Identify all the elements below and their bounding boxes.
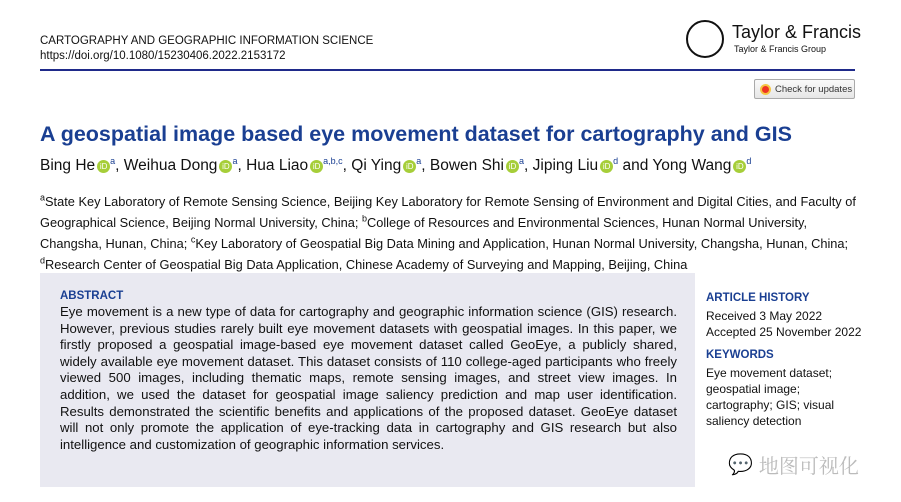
author[interactable] (351, 157, 430, 174)
bookmark-icon (760, 84, 771, 95)
orcid-icon[interactable]: iD (600, 160, 613, 173)
author-separator: , (421, 157, 430, 175)
doi-link[interactable]: https://doi.org/10.1080/15230406.2022.2153172 (40, 50, 286, 62)
publisher-name: Taylor & Francis (732, 22, 862, 42)
author-separator: , (342, 157, 352, 175)
author-affiliation: d (613, 156, 619, 166)
affiliation-text: Research Center of Geospatial Big Data Application, Chinese Academy of Surveying and Mapping, Beijing, China (45, 256, 688, 272)
author-affiliation: a (232, 156, 238, 166)
affiliations (40, 190, 870, 273)
affiliation-key: d (40, 255, 46, 266)
check-for-updates-button[interactable] (754, 79, 855, 99)
author-name[interactable]: Bing He (40, 157, 96, 175)
watermark (728, 450, 859, 479)
received-date: Received 3 May 2022 (706, 309, 823, 323)
author-name[interactable]: Weihua Dong (123, 157, 218, 175)
author-name[interactable]: Bowen Shi (429, 157, 504, 175)
author-name[interactable]: Qi Ying (351, 157, 402, 175)
keywords (706, 347, 866, 429)
orcid-icon[interactable]: iD (97, 160, 110, 173)
journal-name: CARTOGRAPHY AND GEOGRAPHIC INFORMATION SCIENCE (40, 35, 374, 47)
author-affiliation: a (519, 156, 525, 166)
accepted-date: Accepted 25 November 2022 (706, 325, 862, 339)
article-history (706, 290, 866, 340)
history-heading: ARTICLE HISTORY (706, 292, 810, 304)
author-affiliation: a (110, 156, 116, 166)
author-list (40, 156, 751, 175)
author-separator: , (237, 157, 247, 175)
orcid-icon[interactable]: iD (310, 160, 323, 173)
orcid-icon[interactable]: iD (403, 160, 416, 173)
affiliation-text: Key Laboratory of Geospatial Big Data Mining and Application, Hunan Normal University, Changsha, Hunan, China; (195, 235, 849, 251)
affiliation-key: c (190, 234, 196, 245)
orcid-icon[interactable]: iD (219, 160, 232, 173)
keywords-heading: KEYWORDS (706, 349, 774, 361)
orcid-icon[interactable]: iD (733, 160, 746, 173)
author[interactable] (124, 157, 246, 174)
author-separator: and (618, 157, 653, 175)
taylor-francis-lamp-logo-icon (686, 20, 724, 58)
check-updates-label: Check for updates (775, 83, 853, 95)
publisher-group: Taylor & Francis Group (734, 44, 827, 54)
abstract-heading: ABSTRACT (60, 290, 124, 302)
author-affiliation: a (416, 156, 422, 166)
author-name[interactable]: Jiping Liu (532, 157, 599, 175)
abstract-text: Eye movement is a new type of data for cartography and geographic information science (GIS) research. However, previous studies rarely built eye movement datasets with geospatial images. In this paper, we firstly proposed a geospatial image-based eye movement dataset called GeoEye, a publicly shared, widely available eye movement dataset. This dataset consists of 110 college-aged participants who freely viewed 500 images, including thematic maps, remote sensing images, and street view images. In addition, we used the dataset for geospatial image saliency prediction and map user identification. Results demonstrated the scientific benefits and applications of the proposed dataset. GeoEye dataset will not only promote the application of eye-tracking data in cartography and GIS research but also intelligence and customization of geographic information services. (60, 304, 677, 452)
journal-header (40, 34, 373, 64)
author-name[interactable]: Hua Liao (246, 157, 309, 175)
affiliation-text: College of Resources and Environmental Sciences, Hunan Normal University, Changsha, Hunan, China; (40, 215, 808, 251)
author[interactable] (652, 157, 751, 174)
paper-title: A geospatial image based eye movement dataset for cartography and GIS (40, 122, 792, 146)
affiliation (191, 236, 848, 251)
author[interactable] (246, 157, 351, 174)
author-name[interactable]: Yong Wang (652, 157, 732, 175)
author-affiliation: d (746, 156, 752, 166)
header-rule (40, 69, 855, 71)
author[interactable] (430, 157, 533, 174)
affiliation-key: b (361, 213, 367, 224)
affiliation-key: a (40, 193, 46, 203)
author-separator: , (524, 157, 533, 175)
author-affiliation: a,b,c (323, 156, 343, 166)
wechat-icon: 💬 (728, 454, 753, 476)
watermark-text: 地图可视化 (758, 456, 859, 478)
affiliation (40, 257, 687, 272)
keywords-text: Eye movement dataset; geospatial image; cartography; GIS; visual saliency detection (706, 366, 835, 428)
author[interactable] (533, 157, 653, 174)
author-separator: , (115, 157, 124, 175)
orcid-icon[interactable]: iD (506, 160, 519, 173)
author[interactable] (40, 157, 124, 174)
affiliation-text: State Key Laboratory of Remote Sensing Science, Beijing Key Laboratory for Remote Sensing of Environment and Digital Cities, and Faculty of Geographical Science, Beijing Normal University, China; (40, 194, 856, 231)
